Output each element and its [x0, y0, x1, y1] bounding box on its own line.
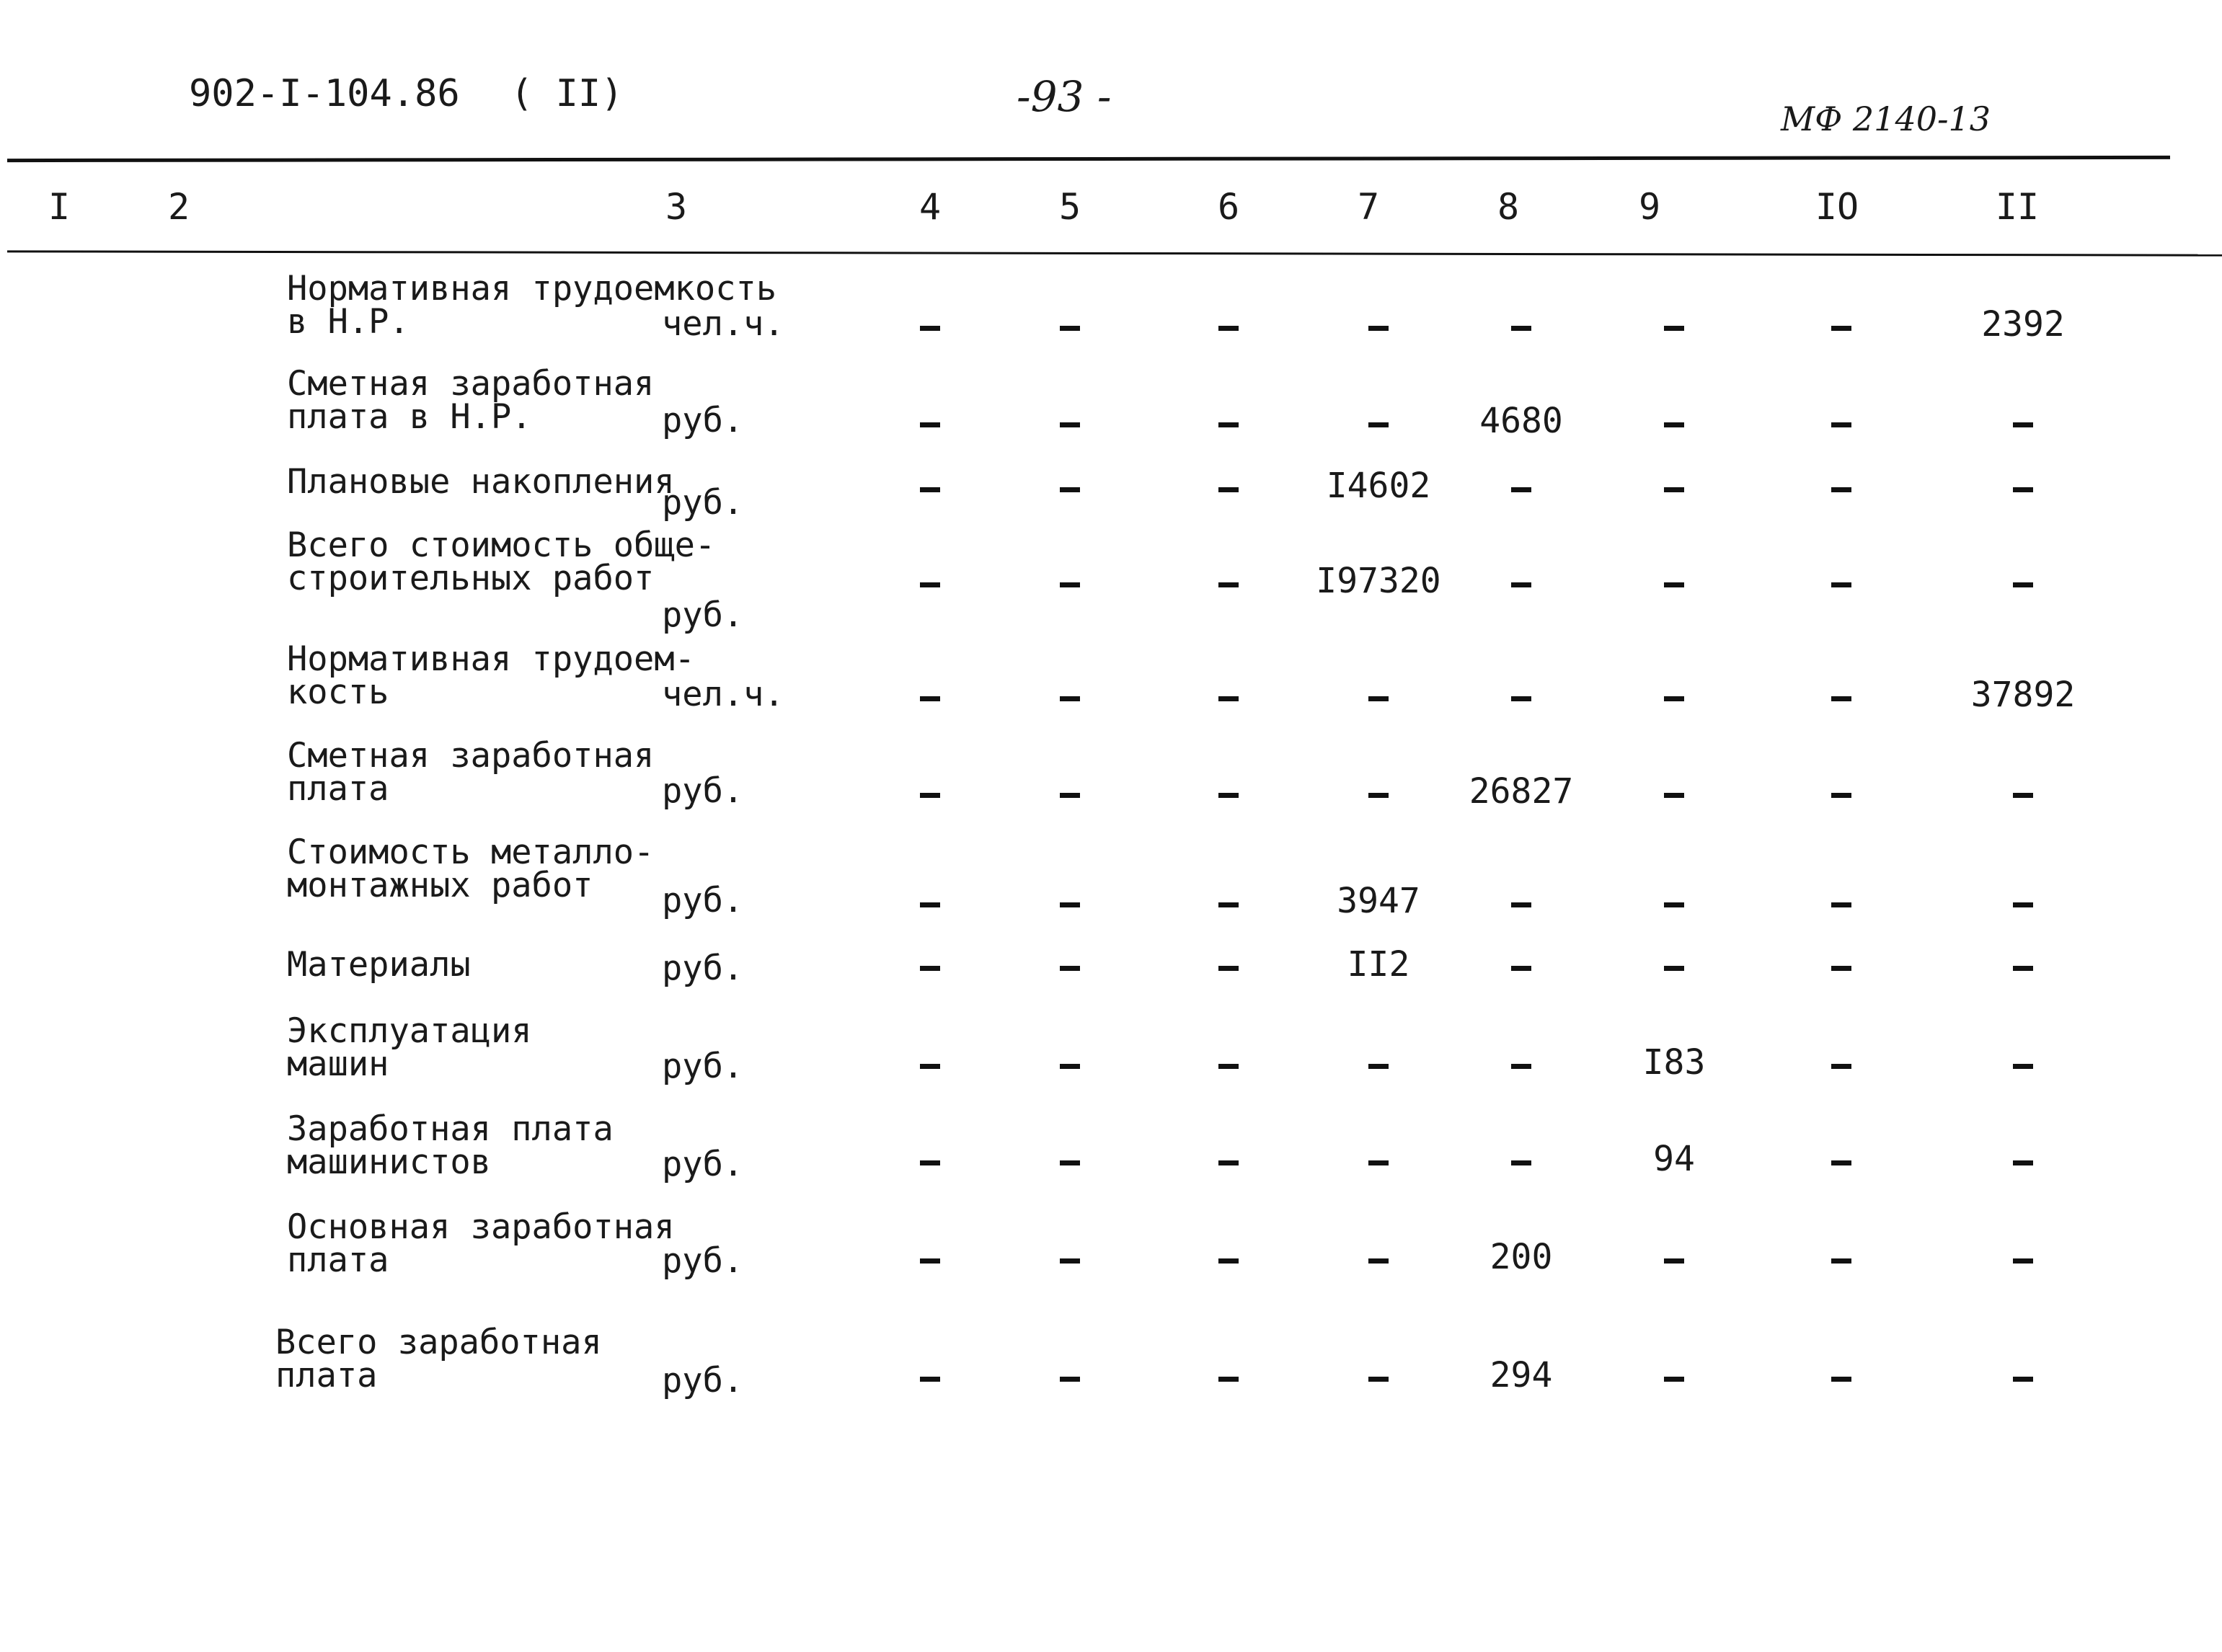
- empty-dash: [1218, 902, 1239, 907]
- column-number: I: [48, 186, 71, 228]
- empty-dash: [920, 326, 940, 331]
- empty-dash: [1060, 422, 1080, 427]
- empty-dash: [1664, 696, 1684, 701]
- row-label-line: плата: [287, 769, 389, 809]
- top-rule: [7, 156, 2170, 162]
- empty-dash: [1060, 902, 1080, 907]
- empty-dash: [1664, 487, 1684, 492]
- row-unit: чел.ч.: [662, 304, 784, 344]
- empty-dash: [920, 966, 940, 971]
- row-label: [287, 462, 675, 502]
- empty-dash: [1218, 487, 1239, 492]
- table-cell-value: I83: [1642, 1042, 1706, 1083]
- row-label-line: плата: [287, 1240, 389, 1280]
- row-label-line: плата: [275, 1356, 378, 1395]
- empty-dash: [920, 1160, 940, 1165]
- empty-dash: [1218, 582, 1239, 587]
- table-cell-value: 3947: [1337, 881, 1420, 921]
- empty-dash: [1368, 422, 1389, 427]
- row-label: [287, 525, 716, 598]
- empty-dash: [1368, 1064, 1389, 1069]
- empty-dash: [1368, 326, 1389, 331]
- row-label-line: Материалы: [287, 945, 471, 985]
- row-label-line: Всего заработная: [275, 1323, 602, 1362]
- empty-dash: [1831, 1160, 1851, 1165]
- empty-dash: [920, 1258, 940, 1264]
- column-number: 7: [1357, 186, 1380, 228]
- empty-dash: [920, 902, 940, 907]
- table-cell-value: 4680: [1479, 401, 1563, 441]
- section-number: ( II): [510, 72, 624, 115]
- empty-dash: [2013, 966, 2033, 971]
- row-label-line: в Н.Р.: [287, 302, 410, 342]
- row-unit: руб.: [662, 1047, 744, 1086]
- empty-dash: [1218, 1258, 1239, 1264]
- empty-dash: [2013, 1377, 2033, 1382]
- row-label-line: Основная заработная: [287, 1207, 675, 1247]
- row-label: [287, 832, 655, 905]
- row-label-line: Плановые накопления: [287, 462, 675, 502]
- empty-dash: [1060, 1160, 1080, 1165]
- row-unit: руб.: [662, 595, 744, 635]
- empty-dash: [1060, 582, 1080, 587]
- empty-dash: [920, 1377, 940, 1382]
- empty-dash: [1831, 487, 1851, 492]
- header-bottom-rule: [7, 250, 2222, 256]
- row-unit: руб.: [662, 1145, 744, 1184]
- row-label-line: плата в Н.Р.: [287, 397, 532, 437]
- empty-dash: [1511, 326, 1531, 331]
- row-unit: руб.: [662, 771, 744, 811]
- row-label-line: монтажных работ: [287, 866, 593, 905]
- row-label-line: Сметная заработная: [287, 364, 655, 404]
- row-unit: руб.: [662, 881, 744, 920]
- empty-dash: [1664, 902, 1684, 907]
- empty-dash: [1664, 582, 1684, 587]
- empty-dash: [920, 696, 940, 701]
- empty-dash: [1060, 793, 1080, 798]
- column-number: 9: [1638, 186, 1661, 228]
- row-label-line: Стоимость металло-: [287, 832, 655, 872]
- empty-dash: [920, 582, 940, 587]
- empty-dash: [1368, 696, 1389, 701]
- column-number: 4: [919, 186, 942, 228]
- row-label-line: кость: [287, 672, 389, 712]
- table-cell-value: 294: [1490, 1355, 1553, 1395]
- row-label-line: Эксплуатация: [287, 1011, 532, 1051]
- row-unit: чел.ч.: [662, 675, 784, 714]
- page-number: -93 -: [1017, 72, 1112, 121]
- empty-dash: [2013, 1064, 2033, 1069]
- empty-dash: [2013, 422, 2033, 427]
- empty-dash: [1511, 696, 1531, 701]
- empty-dash: [1831, 326, 1851, 331]
- empty-dash: [1060, 1064, 1080, 1069]
- column-number: 5: [1058, 186, 1081, 228]
- empty-dash: [1368, 1377, 1389, 1382]
- empty-dash: [1218, 1160, 1239, 1165]
- empty-dash: [1511, 487, 1531, 492]
- empty-dash: [1664, 966, 1684, 971]
- empty-dash: [1218, 696, 1239, 701]
- empty-dash: [1664, 326, 1684, 331]
- row-unit: руб.: [662, 483, 744, 523]
- row-unit: руб.: [662, 401, 744, 440]
- empty-dash: [1831, 696, 1851, 701]
- empty-dash: [1218, 966, 1239, 971]
- table-cell-value: 37892: [1970, 675, 2076, 715]
- row-label-line: машин: [287, 1044, 389, 1084]
- row-unit: руб.: [662, 1361, 744, 1400]
- empty-dash: [2013, 1258, 2033, 1264]
- document-code: 902-I-104.86: [189, 72, 460, 115]
- empty-dash: [920, 1064, 940, 1069]
- empty-dash: [1664, 422, 1684, 427]
- row-label-line: машинистов: [287, 1142, 491, 1182]
- empty-dash: [1368, 1160, 1389, 1165]
- empty-dash: [1060, 1377, 1080, 1382]
- column-number: 2: [167, 186, 190, 228]
- column-number: 6: [1217, 186, 1240, 228]
- empty-dash: [1060, 487, 1080, 492]
- column-number: II: [1995, 186, 2040, 228]
- empty-dash: [920, 793, 940, 798]
- empty-dash: [1218, 326, 1239, 331]
- empty-dash: [920, 487, 940, 492]
- empty-dash: [1511, 902, 1531, 907]
- empty-dash: [1664, 1377, 1684, 1382]
- table-cell-value: I4602: [1326, 466, 1431, 506]
- empty-dash: [2013, 582, 2033, 587]
- empty-dash: [1511, 1064, 1531, 1069]
- row-label: [287, 1207, 675, 1280]
- empty-dash: [1831, 1377, 1851, 1382]
- row-label: [287, 364, 655, 437]
- empty-dash: [1831, 1258, 1851, 1264]
- row-label: [287, 639, 695, 712]
- row-label-line: Нормативная трудоем-: [287, 639, 695, 679]
- empty-dash: [1511, 582, 1531, 587]
- empty-dash: [2013, 487, 2033, 492]
- table-cell-value: 94: [1653, 1139, 1695, 1179]
- table-cell-value: 200: [1490, 1237, 1553, 1277]
- empty-dash: [1831, 902, 1851, 907]
- empty-dash: [1511, 966, 1531, 971]
- row-unit: руб.: [662, 949, 744, 988]
- empty-dash: [1831, 422, 1851, 427]
- empty-dash: [1060, 696, 1080, 701]
- empty-dash: [2013, 902, 2033, 907]
- empty-dash: [1831, 793, 1851, 798]
- empty-dash: [1218, 1064, 1239, 1069]
- empty-dash: [1218, 422, 1239, 427]
- empty-dash: [1218, 1377, 1239, 1382]
- empty-dash: [1664, 1258, 1684, 1264]
- row-label-line: Всего стоимость обще-: [287, 525, 716, 565]
- row-label-line: Заработная плата: [287, 1109, 614, 1149]
- row-label-line: Сметная заработная: [287, 736, 655, 776]
- empty-dash: [1511, 1160, 1531, 1165]
- empty-dash: [1060, 326, 1080, 331]
- sheet-code: МФ 2140-13: [1781, 99, 1991, 138]
- empty-dash: [1368, 1258, 1389, 1264]
- empty-dash: [1060, 966, 1080, 971]
- empty-dash: [2013, 1160, 2033, 1165]
- empty-dash: [1368, 793, 1389, 798]
- empty-dash: [1831, 582, 1851, 587]
- column-number: 3: [665, 186, 688, 228]
- empty-dash: [1831, 966, 1851, 971]
- column-number: IO: [1815, 186, 1859, 228]
- table-cell-value: I97320: [1316, 561, 1441, 601]
- table-cell-value: 26827: [1469, 771, 1574, 812]
- row-label: [287, 736, 655, 809]
- row-unit: руб.: [662, 1241, 744, 1281]
- empty-dash: [1218, 793, 1239, 798]
- row-label-line: Нормативная трудоемкость: [287, 269, 777, 308]
- row-label: [287, 1011, 532, 1084]
- empty-dash: [1831, 1064, 1851, 1069]
- empty-dash: [1060, 1258, 1080, 1264]
- row-label: [275, 1323, 602, 1395]
- table-cell-value: II2: [1347, 944, 1410, 985]
- row-label-line: строительных работ: [287, 559, 655, 598]
- table-cell-value: 2392: [1981, 304, 2065, 345]
- column-number: 8: [1497, 186, 1520, 228]
- row-label: [287, 1109, 614, 1182]
- empty-dash: [2013, 793, 2033, 798]
- row-label: [287, 945, 471, 985]
- empty-dash: [1664, 793, 1684, 798]
- empty-dash: [920, 422, 940, 427]
